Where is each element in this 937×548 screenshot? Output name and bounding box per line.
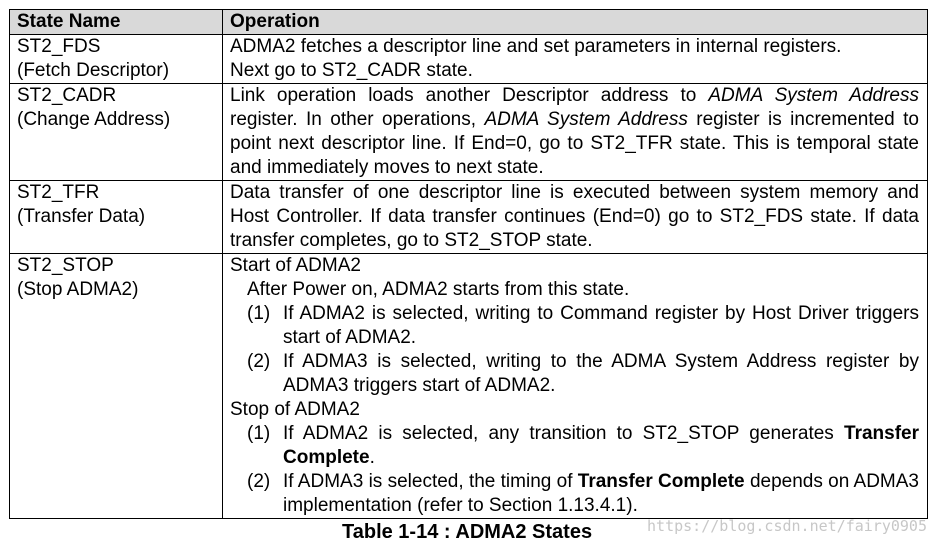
start-intro: After Power on, ADMA2 starts from this state. bbox=[247, 279, 630, 300]
item-text-part: If ADMA2 is selected, any transition to ST2_STOP generates bbox=[283, 423, 845, 444]
register-name: ADMA System Address bbox=[708, 85, 919, 106]
header-state-name: State Name bbox=[10, 10, 223, 35]
states-table-container bbox=[9, 9, 928, 519]
table-header-row bbox=[10, 10, 928, 35]
item-text: If ADMA2 is selected, writing to Command register by Host Driver triggers start of ADMA2. bbox=[283, 303, 919, 348]
item-number: (1) bbox=[247, 303, 271, 324]
table-row bbox=[10, 35, 928, 84]
item-number: (1) bbox=[247, 423, 271, 444]
state-cell bbox=[10, 181, 223, 254]
item-text-part: . bbox=[369, 447, 375, 468]
register-name: ADMA System Address bbox=[484, 109, 688, 130]
table-row bbox=[10, 84, 928, 181]
transfer-complete-term: Transfer Complete bbox=[283, 423, 919, 468]
item-number: (2) bbox=[247, 351, 271, 372]
start-heading: Start of ADMA2 bbox=[230, 255, 361, 276]
header-operation: Operation bbox=[223, 10, 928, 35]
item-text-part: If ADMA3 is selected, the timing of bbox=[283, 471, 578, 492]
list-item bbox=[230, 302, 919, 350]
list-item bbox=[230, 422, 919, 470]
state-name: ST2_STOP bbox=[17, 255, 114, 276]
operation-text: Link operation loads another Descriptor address to bbox=[230, 85, 709, 106]
state-name: ST2_TFR bbox=[17, 182, 100, 203]
state-cell bbox=[10, 35, 223, 84]
state-name: ST2_FDS bbox=[17, 36, 101, 57]
state-cell bbox=[10, 84, 223, 181]
state-name: ST2_CADR bbox=[17, 85, 117, 106]
table-row bbox=[10, 181, 928, 254]
adma2-states-table bbox=[9, 9, 928, 519]
operation-cell bbox=[223, 181, 928, 254]
state-description: (Fetch Descriptor) bbox=[17, 60, 170, 81]
state-description: (Change Address) bbox=[17, 109, 171, 130]
item-text-part: depends on ADMA3 implementation (refer to Section 1.13.4.1). bbox=[283, 471, 919, 516]
operation-text: Data transfer of one descriptor line is executed between system memory and Host Controller. If data transfer continues (End=0) go to ST2_FDS state. If data transfer completes, go to ST2_STOP state. bbox=[230, 182, 919, 251]
state-cell bbox=[10, 254, 223, 519]
watermark-url: https://blog.csdn.net/fairy0905 bbox=[647, 517, 927, 535]
item-number: (2) bbox=[247, 471, 271, 492]
stop-heading: Stop of ADMA2 bbox=[230, 399, 360, 420]
operation-text: ADMA2 fetches a descriptor line and set parameters in internal registers. bbox=[230, 36, 842, 57]
table-caption: Table 1-14 : ADMA2 States bbox=[342, 521, 593, 543]
operation-cell bbox=[223, 35, 928, 84]
table-row bbox=[10, 254, 928, 519]
transfer-complete-term: Transfer Complete bbox=[577, 471, 745, 492]
operation-text: Next go to ST2_CADR state. bbox=[230, 60, 473, 81]
item-text bbox=[283, 422, 919, 470]
list-item bbox=[230, 350, 919, 398]
operation-text: register. In other operations, bbox=[230, 109, 485, 130]
state-description: (Stop ADMA2) bbox=[17, 279, 139, 300]
item-text: If ADMA3 is selected, writing to the ADMA System Address register by ADMA3 triggers start of ADMA2. bbox=[283, 351, 919, 396]
operation-text: register is incremented to point next descriptor line. If End=0, go to ST2_TFR state. This is temporal state and immediately moves to next state. bbox=[230, 109, 919, 178]
operation-cell bbox=[223, 254, 928, 519]
item-text bbox=[283, 470, 919, 518]
operation-cell bbox=[223, 84, 928, 181]
list-item bbox=[230, 470, 919, 518]
state-description: (Transfer Data) bbox=[17, 206, 146, 227]
